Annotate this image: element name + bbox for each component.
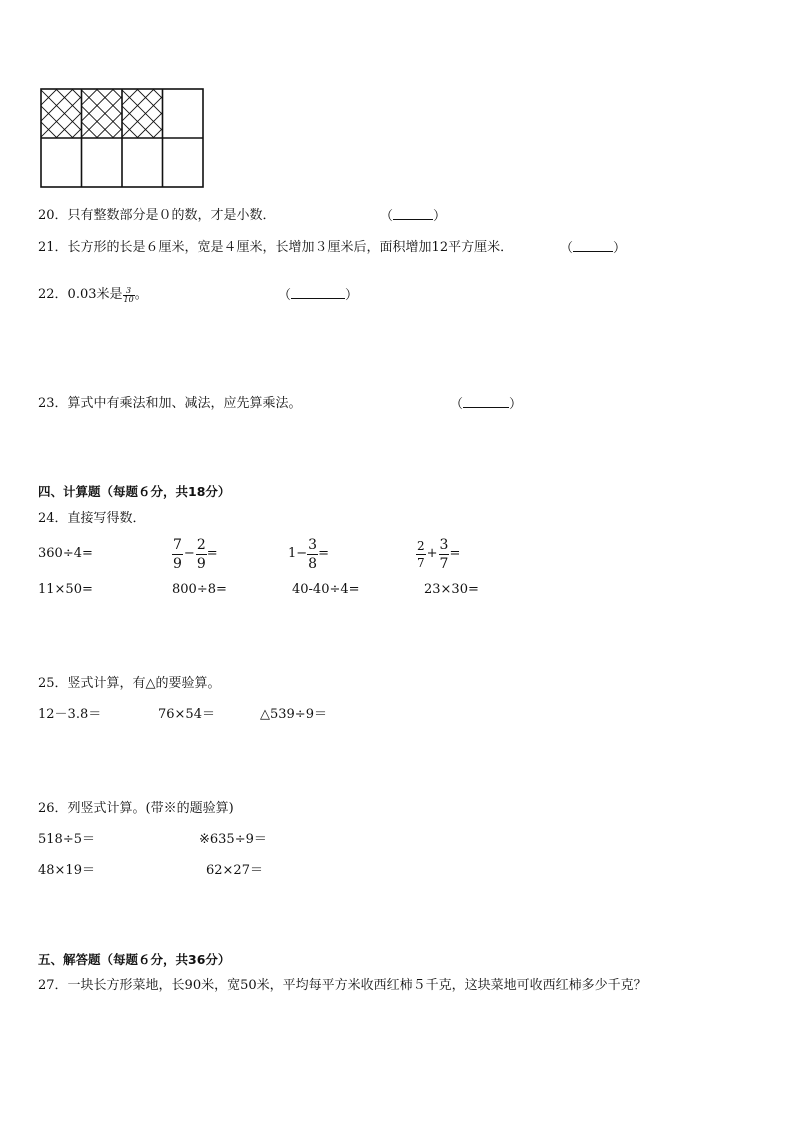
hatch-line <box>40 89 73 138</box>
answer-paren-23[interactable]: （ ） <box>450 397 523 412</box>
section-5-heading: 五、解答题（每题６分，共36分） <box>38 952 231 967</box>
section-4-heading: 四、计算题（每题６分，共18分） <box>38 484 231 499</box>
fraction-3-10: $\frac{3}{10}$ <box>123 285 134 304</box>
question-24-title: 24．直接写得数． <box>38 511 146 526</box>
hatch-line <box>40 89 82 138</box>
calc-23x30: 23×30= <box>424 582 479 597</box>
calc-360-div-4: 360÷4= <box>38 546 93 561</box>
hatched-cell <box>73 89 206 138</box>
hatch-line <box>129 89 178 138</box>
calc-635-div-9: ※635÷9＝ <box>199 832 267 847</box>
calc-frac-2-7-plus-3-7: $\frac{2}{7}$ + $\frac{3}{7}$ = <box>417 536 461 572</box>
grid-figure <box>40 88 206 190</box>
hatch-line <box>40 89 82 138</box>
hatch-line <box>161 89 207 138</box>
hatch-line <box>169 89 206 138</box>
answer-paren-21[interactable]: （ ） <box>560 241 627 256</box>
question-26-title: 26．列竖式计算。(带※的题验算) <box>38 801 234 816</box>
question-23 <box>38 396 302 412</box>
question-21 <box>38 240 513 256</box>
calc-11x50: 11×50= <box>38 582 93 597</box>
calc-76x54: 76×54＝ <box>158 707 215 722</box>
hatch-line <box>145 89 194 138</box>
hatch-line <box>161 89 207 138</box>
calc-800-div-8: 800÷8= <box>172 582 227 597</box>
hatch-line <box>169 89 206 138</box>
question-23-text: 23．算式中有乘法和加、减法，应先算乘法。 <box>38 396 302 411</box>
calc-518-div-5: 518÷5＝ <box>38 832 95 847</box>
calc-539-div-9: △539÷9＝ <box>260 707 327 722</box>
hatch-line <box>145 89 194 138</box>
crosshatch-shading <box>40 89 206 138</box>
calc-frac-7-9-minus-2-9: $\frac{7}{9}$ − $\frac{2}{9}$ = <box>173 536 218 572</box>
calc-40-minus-40-div-4: 40-40÷4= <box>292 582 360 597</box>
question-20-text: 20．只有整数部分是０的数，才是小数． <box>38 208 276 223</box>
answer-paren-22[interactable]: （ ） <box>278 288 359 303</box>
calc-48x19: 48×19＝ <box>38 863 95 878</box>
question-21-text: 21．长方形的长是６厘米，宽是４厘米，长增加３厘米后，面积增加12平方厘米． <box>38 240 514 255</box>
answer-paren-20[interactable]: （ ） <box>380 209 447 224</box>
hatch-line <box>40 89 73 138</box>
question-27: 27．一块长方形菜地，长90米，宽50米，平均每平方米收西红柿５千克，这块菜地可收西红柿多少千克？ <box>38 978 647 993</box>
calc-1-minus-3-8: 1− $\frac{3}{8}$ = <box>288 536 329 572</box>
calc-12-minus-3.8: 12－3.8＝ <box>38 707 102 722</box>
question-22: 22．0.03米是 $\frac{3}{10}$ 。 <box>38 285 148 304</box>
question-20 <box>38 208 276 224</box>
question-25-title: 25．竖式计算，有△的要验算。 <box>38 676 221 691</box>
calc-62x27: 62×27＝ <box>206 863 263 878</box>
hatch-line <box>129 89 178 138</box>
